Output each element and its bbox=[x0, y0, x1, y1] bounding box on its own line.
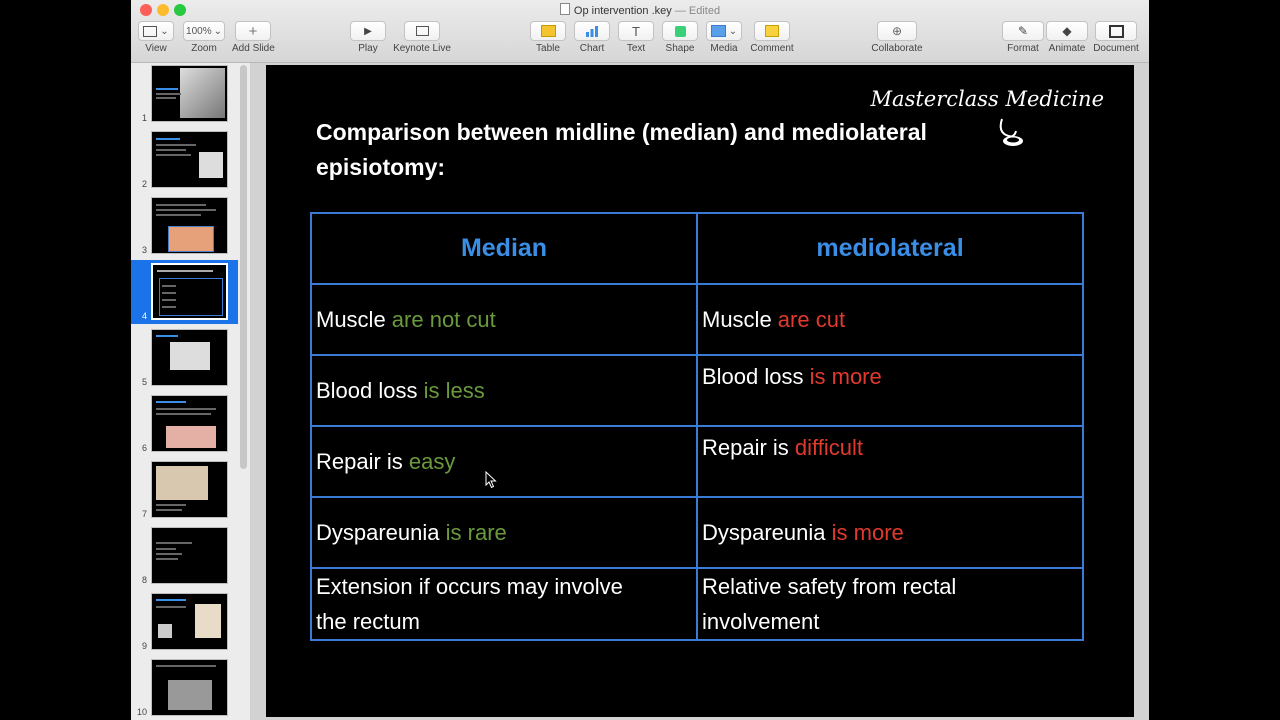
play-icon: ▶ bbox=[364, 25, 372, 37]
table-cell[interactable]: Blood loss is less bbox=[311, 355, 697, 426]
text-icon: T bbox=[632, 23, 640, 39]
shape-button[interactable]: Shape bbox=[662, 21, 698, 54]
header-median[interactable]: Median bbox=[311, 213, 697, 284]
media-button[interactable]: ⌄ Media bbox=[706, 21, 742, 54]
table-cell[interactable]: Repair is difficult bbox=[697, 426, 1083, 497]
table-icon bbox=[541, 25, 556, 37]
slide-title[interactable]: Comparison between midline (median) and mediolateral episiotomy: bbox=[316, 119, 927, 180]
table-row bbox=[311, 284, 1083, 355]
table-cell[interactable]: Blood loss is more bbox=[697, 355, 1083, 426]
slide-thumbnail[interactable] bbox=[151, 329, 228, 386]
header-mediolateral[interactable]: mediolateral bbox=[697, 213, 1083, 284]
text-button[interactable]: T Text bbox=[618, 21, 654, 54]
brand-logo: Masterclass Medicine bbox=[870, 87, 1104, 111]
table-cell[interactable]: Dyspareunia is rare bbox=[311, 497, 697, 568]
document-icon bbox=[560, 3, 570, 15]
chart-button[interactable]: Chart bbox=[574, 21, 610, 54]
mouse-cursor-icon bbox=[485, 471, 497, 489]
stethoscope-icon bbox=[996, 117, 1026, 149]
slide-thumbnail[interactable] bbox=[151, 527, 228, 584]
table-cell[interactable]: Repair is easy bbox=[311, 426, 697, 497]
table-row bbox=[311, 355, 1083, 426]
plus-icon: + bbox=[248, 22, 258, 40]
slide-thumbnail[interactable] bbox=[151, 593, 228, 650]
table-row bbox=[311, 568, 1083, 640]
toolbar bbox=[131, 0, 1149, 63]
slide-thumbnail[interactable] bbox=[151, 131, 228, 188]
keynote-window bbox=[131, 0, 1149, 720]
table-cell[interactable]: Dyspareunia is more bbox=[697, 497, 1083, 568]
comment-button[interactable]: Comment bbox=[750, 21, 794, 54]
slide-thumbnail[interactable] bbox=[151, 197, 228, 254]
animate-button[interactable]: ◆ Animate bbox=[1046, 21, 1088, 54]
slide-thumbnail[interactable] bbox=[151, 461, 228, 518]
slide-thumbnail[interactable] bbox=[151, 65, 228, 122]
keynote-live-button[interactable]: Keynote Live bbox=[393, 21, 451, 54]
view-button[interactable]: ⌄ View bbox=[138, 21, 174, 54]
comment-icon bbox=[765, 25, 779, 37]
document-panel-icon bbox=[1109, 25, 1124, 38]
view-icon bbox=[143, 26, 157, 37]
zoom-select[interactable]: 100% ⌄ Zoom bbox=[183, 21, 225, 54]
table-cell[interactable]: Extension if occurs may involve the rectum bbox=[311, 568, 697, 640]
slide-thumbnail-selected[interactable] bbox=[151, 263, 228, 320]
chart-icon bbox=[585, 25, 599, 37]
table-row bbox=[311, 426, 1083, 497]
table-cell[interactable]: Muscle are cut bbox=[697, 284, 1083, 355]
add-slide-button[interactable]: + Add Slide bbox=[232, 22, 275, 54]
slide-thumbnail[interactable] bbox=[151, 395, 228, 452]
table-cell[interactable]: Relative safety from rectal involvement bbox=[697, 568, 1083, 640]
keynote-live-icon bbox=[416, 26, 429, 36]
table-button[interactable]: Table bbox=[530, 21, 566, 54]
table-header-row bbox=[311, 213, 1083, 284]
table-cell[interactable]: Muscle are not cut bbox=[311, 284, 697, 355]
collaborate-button[interactable]: ⊕ Collaborate bbox=[869, 21, 925, 54]
window-title: Op intervention .key — Edited bbox=[131, 3, 1149, 17]
format-brush-icon: ✎ bbox=[1017, 24, 1029, 38]
animate-diamond-icon: ◆ bbox=[1062, 24, 1072, 38]
collaborate-icon: ⊕ bbox=[891, 24, 903, 38]
play-button[interactable]: ▶ Play bbox=[350, 21, 386, 54]
document-button[interactable]: Document bbox=[1092, 21, 1140, 54]
format-button[interactable]: ✎ Format bbox=[1002, 21, 1044, 54]
slide-navigator: 1 2 3 4 5 6 7 8 9 10 bbox=[131, 63, 251, 720]
slide-thumbnail[interactable] bbox=[151, 659, 228, 716]
comparison-table[interactable] bbox=[310, 212, 1084, 641]
media-icon bbox=[711, 25, 726, 37]
shape-icon bbox=[675, 26, 686, 37]
slide-canvas bbox=[251, 63, 1149, 720]
navigator-scrollbar[interactable] bbox=[240, 65, 247, 469]
table-row bbox=[311, 497, 1083, 568]
slide[interactable] bbox=[266, 65, 1134, 717]
